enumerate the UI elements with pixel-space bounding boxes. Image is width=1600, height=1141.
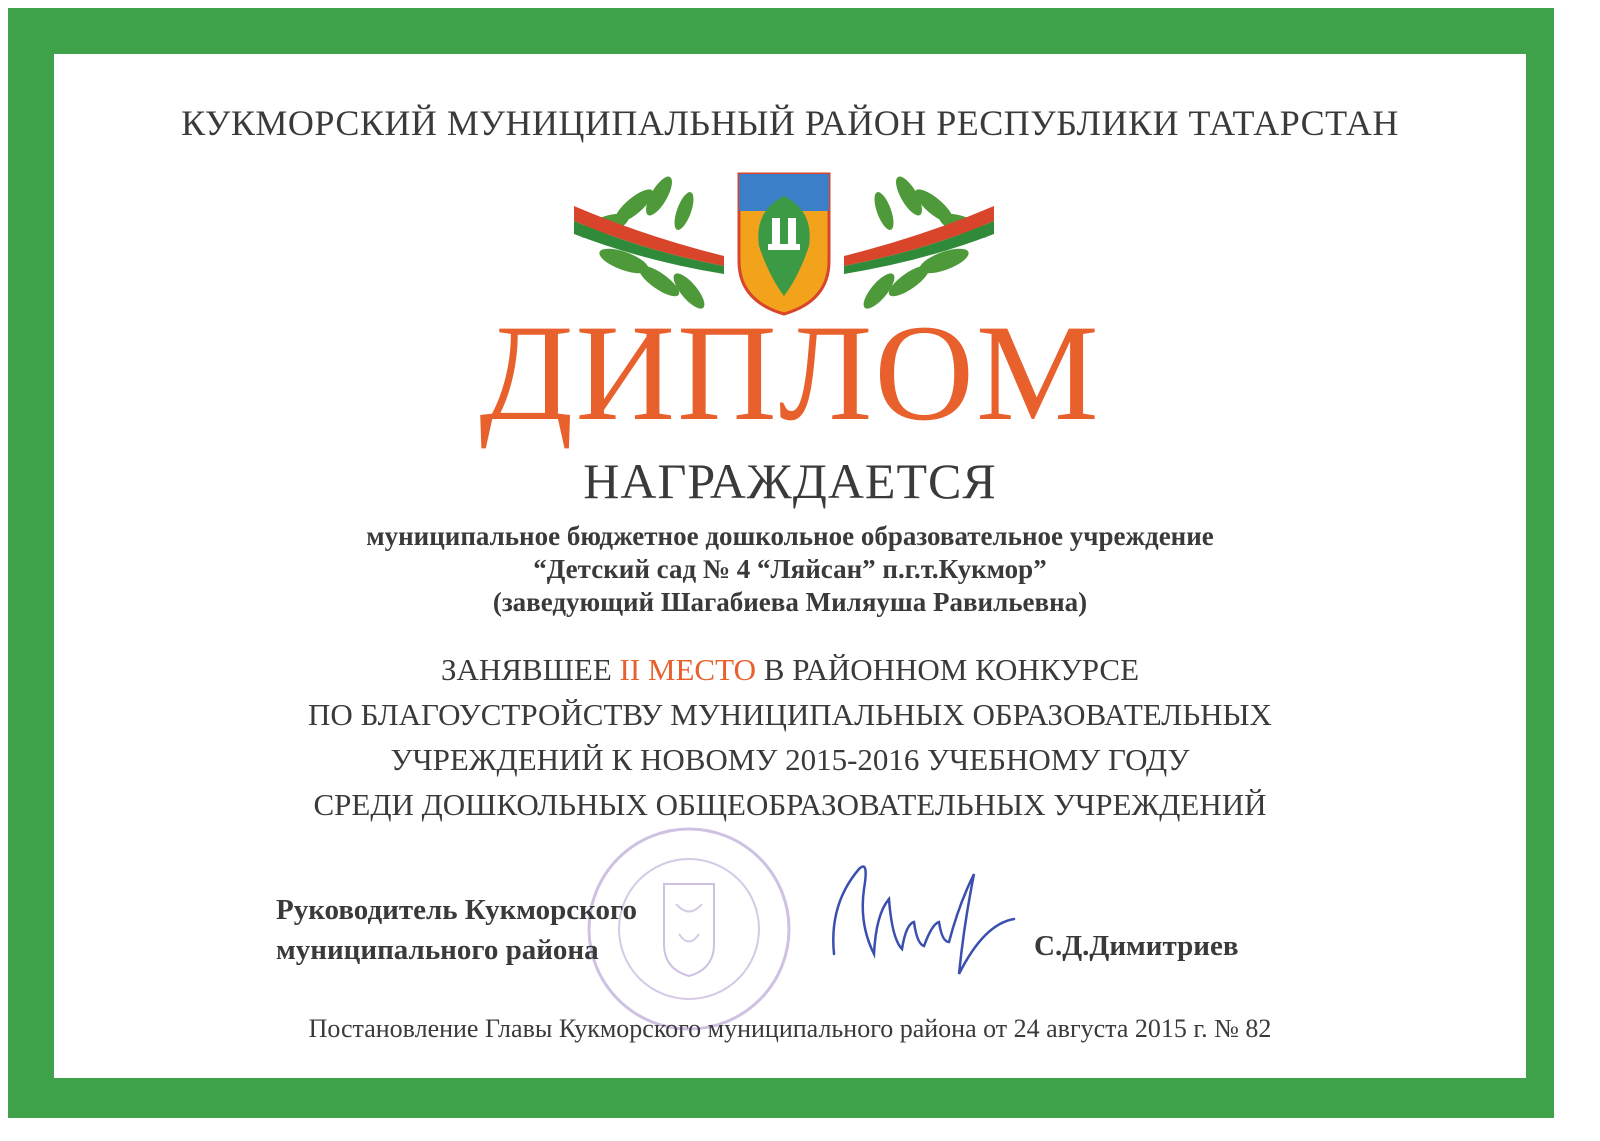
award-reason: [54, 647, 1526, 827]
signatory-name: С.Д.Димитриев: [1034, 930, 1239, 962]
reason-prefix: ЗАНЯВШЕЕ: [440, 652, 620, 687]
region-heading: КУКМОРСКИЙ МУНИЦИПАЛЬНЫЙ РАЙОН РЕСПУБЛИКИ ТАТАРСТАН: [181, 103, 1399, 143]
reason-line: ПО БЛАГОУСТРОЙСТВУ МУНИЦИПАЛЬНЫХ ОБРАЗОВАТЕЛЬНЫХ: [308, 697, 1272, 732]
place-text: II МЕСТО: [619, 652, 757, 687]
signatory-title-line: муниципального района: [276, 934, 599, 966]
awarded-heading: НАГРАЖДАЕТСЯ: [583, 453, 997, 509]
decree-footnote: Постановление Главы Кукморского муниципального района от 24 августа 2015 г. № 82: [308, 1014, 1272, 1043]
certificate-body: [54, 54, 1526, 1078]
recipient-line: “Детский сад № 4 “Ляйсан” п.г.т.Кукмор”: [533, 554, 1047, 584]
recipient-line: муниципальное бюджетное дошкольное образовательное учреждение: [366, 521, 1214, 551]
reason-line: СРЕДИ ДОШКОЛЬНЫХ ОБЩЕОБРАЗОВАТЕЛЬНЫХ УЧРЕЖДЕНИЙ: [313, 787, 1267, 822]
reason-suffix: В РАЙОННОМ КОНКУРСЕ: [756, 652, 1140, 687]
reason-line: [54, 647, 1526, 692]
recipient-block: [54, 520, 1526, 619]
reason-line: УЧРЕЖДЕНИЙ К НОВОМУ 2015-2016 УЧЕБНОМУ ГОДУ: [390, 742, 1190, 777]
coat-of-arms-icon: [564, 166, 1004, 316]
certificate-title: ДИПЛОМ: [479, 296, 1101, 449]
certificate-border: [8, 8, 1554, 1118]
signatory-title-line: Руководитель Кукморского: [276, 894, 637, 926]
recipient-line: (заведующий Шагабиева Миляуша Равильевна): [492, 587, 1088, 617]
signatory-title: [276, 890, 637, 970]
handwritten-signature-icon: [814, 844, 1024, 994]
